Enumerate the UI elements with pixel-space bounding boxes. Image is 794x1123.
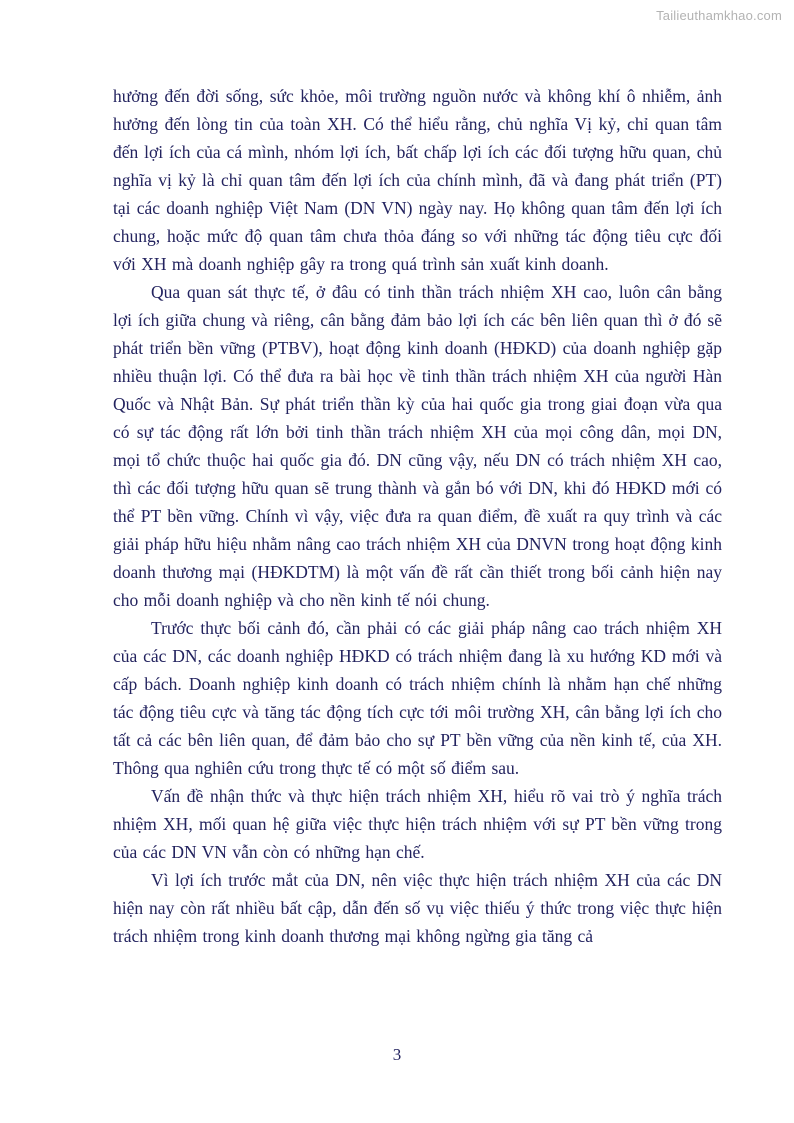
page-number: 3 <box>392 1045 402 1064</box>
paragraph: Vì lợi ích trước mắt của DN, nên việc thực hiện trách nhiệm XH của các DN hiện nay còn rất nhiều bất cập, dẫn đến số vụ việc thiếu ý thức trong việc thực hiện trách nhiệm trong kinh doanh thương mại không ngừng gia tăng cả <box>113 870 722 946</box>
page-body-text <box>113 82 722 950</box>
paragraph: Trước thực bối cảnh đó, cần phải có các giải pháp nâng cao trách nhiệm XH của các DN, các doanh nghiệp HĐKD có trách nhiệm đang là xu hướng KD mới và cấp bách. Doanh nghiệp kinh doanh có trách nhiệm chính là nhằm hạn chế những tác động tiêu cực và tăng tác động tích cực tới môi trường XH, cân bằng lợi ích cho tất cả các bên liên quan, để đảm bảo cho sự PT bền vững của nền kinh tế, của XH. Thông qua nghiên cứu trong thực tế có một số điểm sau. <box>113 618 722 778</box>
paragraph: Vấn đề nhận thức và thực hiện trách nhiệm XH, hiểu rõ vai trò ý nghĩa trách nhiệm XH, mối quan hệ giữa việc thực hiện trách nhiệm với sự PT bền vững trong của các DN VN vẫn còn có những hạn chế. <box>113 786 722 862</box>
paragraph: Qua quan sát thực tế, ở đâu có tinh thần trách nhiệm XH cao, luôn cân bằng lợi ích giữa chung và riêng, cân bằng đảm bảo lợi ích các bên liên quan thì ở đó sẽ phát triển bền vững (PTBV), hoạt động kinh doanh (HĐKD) của doanh nghiệp gặp nhiều thuận lợi. Có thể đưa ra bài học về tinh thần trách nhiệm XH của người Hàn Quốc và Nhật Bản. Sự phát triển thần kỳ của hai quốc gia trong giai đoạn vừa qua có sự tác động rất lớn bởi tinh thần trách nhiệm XH của mọi công dân, mọi DN, mọi tổ chức thuộc hai quốc gia đó. DN cũng vậy, nếu DN có trách nhiệm XH cao, thì các đối tượng hữu quan sẽ trung thành và gắn bó với DN, khi đó HĐKD mới có thể PT bền vững. Chính vì vậy, việc đưa ra quan điểm, đề xuất ra quy trình và các giải pháp hữu hiệu nhằm nâng cao trách nhiệm XH của DNVN trong hoạt động kinh doanh thương mại (HĐKDTM) là một vấn đề rất cần thiết trong bối cảnh hiện nay cho mỗi doanh nghiệp và cho nền kinh tế nói chung. <box>113 282 722 610</box>
paragraph: hưởng đến đời sống, sức khỏe, môi trường nguồn nước và không khí ô nhiễm, ảnh hưởng đến lòng tin của toàn XH. Có thể hiểu rằng, chủ nghĩa Vị kỷ, chỉ quan tâm đến lợi ích của cá mình, nhóm lợi ích, bất chấp lợi ích các đối tượng hữu quan, chủ nghĩa vị kỷ là chỉ quan tâm đến lợi ích của chính mình, đã và đang phát triển (PT) tại các doanh nghiệp Việt Nam (DN VN) ngày nay. Họ không quan tâm đến lợi ích chung, hoặc mức độ quan tâm chưa thỏa đáng so với những tác động tiêu cực đối với XH mà doanh nghiệp gây ra trong quá trình sản xuất kinh doanh. <box>113 86 722 274</box>
watermark: Tailieuthamkhao.com <box>656 8 782 23</box>
